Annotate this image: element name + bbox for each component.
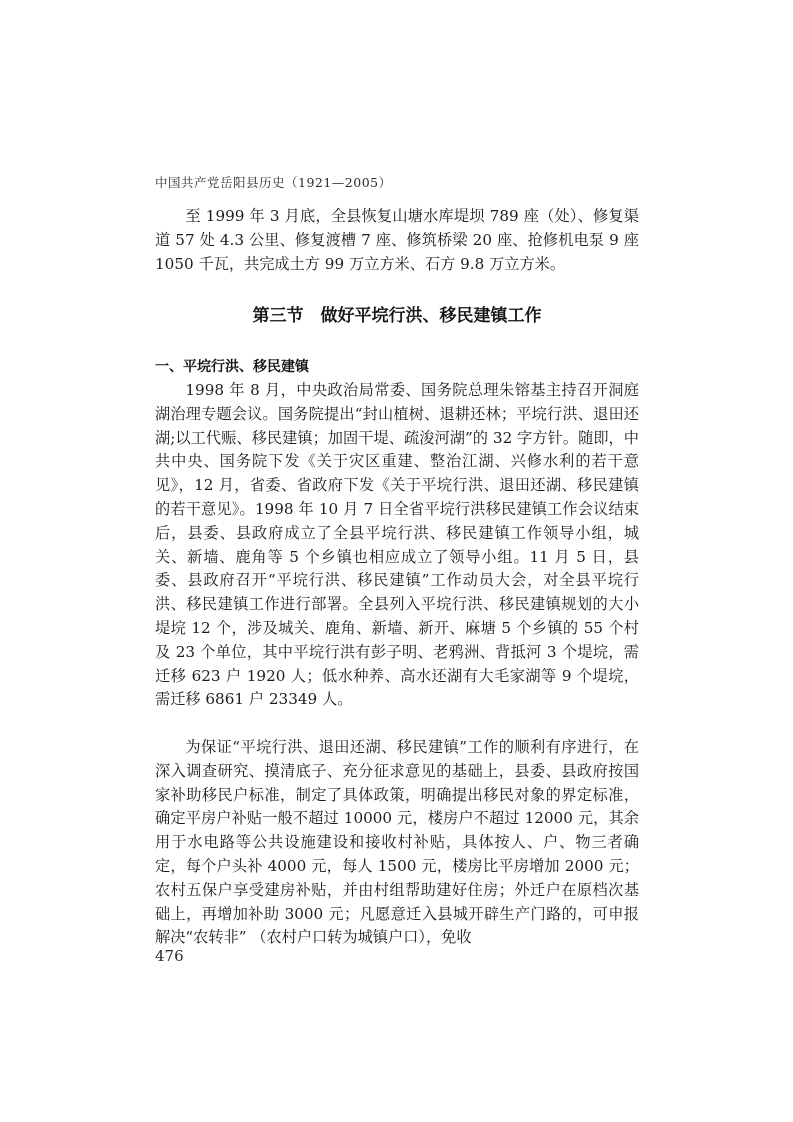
page-number: 476 — [155, 947, 184, 965]
running-header: 中国共产党岳阳县历史（1921—2005） — [155, 175, 392, 190]
paragraph-reservoir-repair: 至 1999 年 3 月底，全县恢复山塘水库堤坝 789 座（处）、修复渠道 57 处 4.3 公里、修复渡槽 7 座、修筑桥梁 20 座、抢修机电泵 9 座 1050 千瓦，共完成土方 99 万立方米、石方 9.8 万立方米。 — [155, 207, 639, 273]
subsection-title: 一、平垸行洪、移民建镇 — [155, 359, 309, 375]
paragraph-resettlement-policy: 1998 年 8 月，中央政治局常委、国务院总理朱镕基主持召开洞庭湖治理专题会议。国务院提出“封山植树、退耕还林；平垸行洪、退田还湖;以工代赈、移民建镇；加固干堤、疏浚河湖”的 32 字方针。随即，中共中央、国务院下发《关于灾区重建、整治江湖、兴修水利的若干意见》，12 月，省委、省政府下发《关于平垸行洪、退田还湖、移民建镇的若干意见》。1998 年 10 月 7 日全省平垸行洪移民建镇工作会议结束后，县委、县政府成立了全县平垸行洪、移民建镇工作领导小组，城关、新墙、鹿角等 5 个乡镇也相应成立了领导小组。11 月 5 日，县委、县政府召开“平垸行洪、移民建镇”工作动员大会，对全县平垸行洪、移民建镇工作进行部署。全县列入平垸行洪、移民建镇规划的大小堤垸 12 个，涉及城关、鹿角、新墙、新开、麻塘 5 个乡镇的 55 个村及 23 个单位，其中平垸行洪有彭子明、老鸦洲、背抵河 3 个堤垸，需迁移 623 户 1920 人；低水种养、高水还湖有大毛家湖等 9 个堤垸，需迁移 6861 户 23349 人。 — [155, 381, 639, 709]
paragraph-subsidy-standards: 为保证“平垸行洪、退田还湖、移民建镇”工作的顺利有序进行，在深入调查研究、摸清底子、充分征求意见的基础上，县委、县政府按国家补助移民户标准，制定了具体政策，明确提出移民对象的界定标准，确定平房户补贴一般不超过 10000 元，楼房户不超过 12000 元，其余用于水电路等公共设施建设和接收村补贴，具体按人、户、物三者确定，每个户头补 4000 元，每人 1500 元，楼房比平房增加 2000 元；农村五保户享受建房补贴，并由村组帮助建好住房；外迁户在原档次基础上，再增加补助 3000 元；凡愿意迁入县城开辟生产门路的，可申报解决“农转非” （农村户口转为城镇户口），免收 — [155, 738, 639, 947]
section-title: 第三节 做好平垸行洪、移民建镇工作 — [252, 306, 542, 326]
